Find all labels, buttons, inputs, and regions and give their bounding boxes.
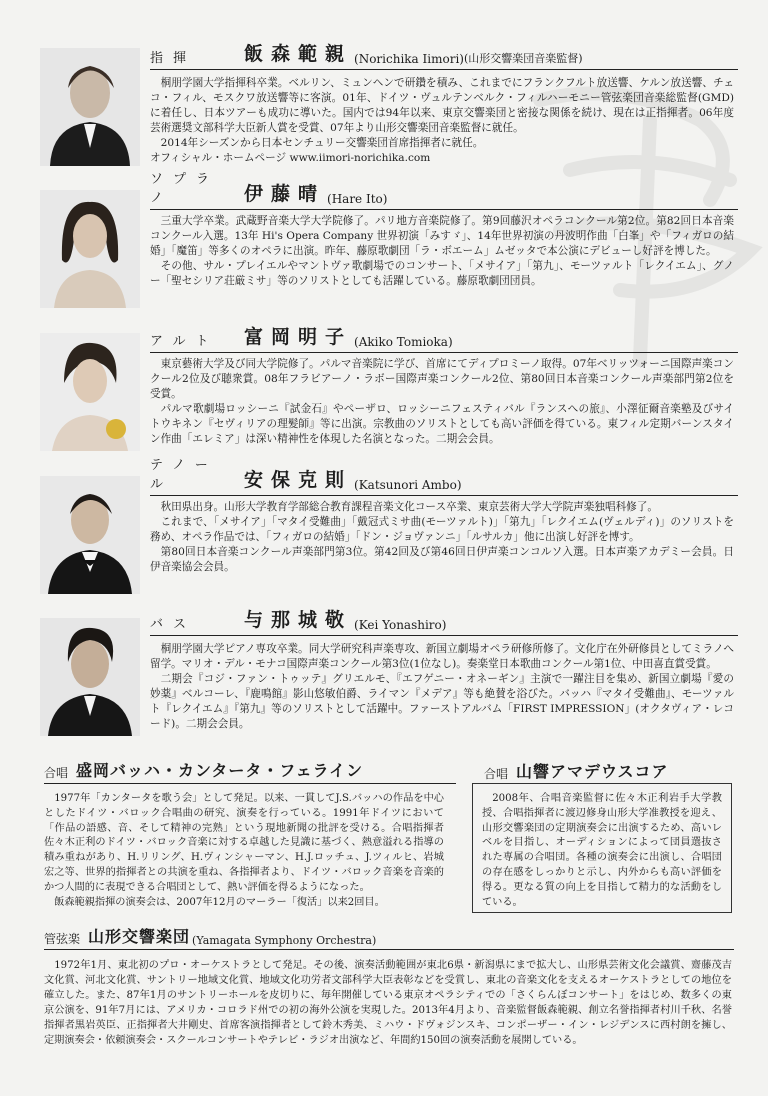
conductor-bio <box>150 76 734 166</box>
alto-bio <box>150 357 734 447</box>
tenor-heading <box>150 458 738 496</box>
choir2-heading <box>484 758 720 784</box>
bio-paragraph: 2008年、合唱音楽監督に佐々木正利岩手大学教授、合唱指揮者に渡辺修身山形大学准教授を迎え、山形交響楽団の定期演奏会に出演するため、高いレベルを目指し、オーディションによって団員選抜された専属の合唱団。各種の演奏会に出演し、合唱団の存在感をしっかりと示し、内外からも高い評価を得る。更なる質の向上を目指して精力的な活動をしている。 <box>482 793 722 908</box>
choir2-bio <box>482 792 722 910</box>
orchestra-heading <box>44 926 734 950</box>
tenor-bio <box>150 500 734 575</box>
bio-paragraph: 2014年シーズンから日本センチュリー交響楽団首席指揮者に就任。 <box>160 137 484 149</box>
bio-paragraph: 桐朋学園大学ピアノ専攻卒業。同大学研究科声楽専攻、新国立劇場オペラ研修所修了。文化庁在外研修員としてミラノへ留学。マリオ・デル・モナコ国際声楽コンクール第3位(1位なし)。奏楽堂日本歌曲コンクール第1位、中田喜直賞受賞。 <box>150 643 734 670</box>
person-roman-name: (Akiko Tomioka) <box>354 335 453 349</box>
bio-paragraph: 1972年1月、東北初のプロ・オーケストラとして発足。その後、演奏活動範囲が東北6県・新潟県にまで拡大し、山形県芸術文化会議賞、齋藤茂吉文化賞、河北文化賞、サントリー地域文化賞、地域文化功労者文部科学大臣表彰などを受賞し、東北の音楽文化を支えるオーケストラとしての地位を確立した。また、87年1月のサントリーホールを皮切りに、毎年開催している東京オペラシティでの「さくらんぼコンサート」をはじめ、数多くの東京公演を、91年7月には、アメリカ・コロラド州での初の海外公演を実現した。2013年4月より、音楽監督飯森範親、創立名誉指揮者村川千秋、名誉指揮者黒岩英臣、正指揮者大井剛史、首席客演指揮者として鈴木秀美、ミハウ・ドヴォジンスキ、コンポーザー・イン・レジデンスに西村朗を擁し、定期演奏会・依頼演奏会・スクールコンサートやテレビ・ラジオ出演など、年間約150回の演奏活動を展開している。 <box>44 960 732 1046</box>
person-affiliation: (山形交響楽団音楽監督) <box>463 52 583 65</box>
ensemble-name: 盛岡バッハ・カンタータ・フェライン <box>76 761 364 780</box>
ensemble-name: 山形交響楽団 <box>88 927 191 946</box>
bio-paragraph: 1977年「カンタータを歌う会」として発足。以来、一貫してJ.S.バッハの作品を中心としたドイツ・バロック合唱曲の研究、演奏を行っている。1991年ドイツにおいて「作品の語感、音、そして精神の完熟」という現地新聞の批評を受ける。合唱指揮者佐々木正利のドイツ・バロック音楽に対する卓越した見識に基づく、熱意溢れる指導の積み重ねがあり、H.リリング、H.ヴィンシャーマン、H.J.ロッチュ、J.ツィルヒ、岩城宏之等、世界的指揮者との共演を重ね、各指揮者より、ドイツ・バロック音楽を音楽的かつ人間的に表現できる合唱団として、熱い評価を得るようになった。 <box>44 793 444 893</box>
soprano-heading <box>150 172 738 210</box>
role-label: 合唱 <box>484 767 509 781</box>
ensemble-name: 山響アマデウスコア <box>516 762 669 781</box>
tenor-photo <box>40 476 140 594</box>
conductor-photo <box>40 48 140 166</box>
orchestra-bio <box>44 958 732 1048</box>
person-name: 与那城敬 <box>244 609 353 631</box>
choir1-heading <box>44 758 456 784</box>
bio-paragraph: 三重大学卒業。武蔵野音楽大学大学院修了。パリ地方音楽院修了。第9回藤沢オペラコンクール第2位。第82回日本音楽コンクール入選。13年 Hi's Opera Company 世界初演「みすゞ」、14年世界初演の丹波明作曲「白峯」や「フィガロの結婚」「魔笛」等多くのオペラに出演。昨年、藤原歌劇団「ラ・ボエーム」ムゼッタで本公演にデビューし好評を博した。 <box>150 215 734 257</box>
role-label: アルト <box>150 334 219 349</box>
ensemble-roman-name: (Yamagata Symphony Orchestra) <box>192 934 377 947</box>
role-label: テノール <box>150 458 218 492</box>
alto-heading <box>150 325 738 353</box>
role-label: ソプラノ <box>150 172 220 206</box>
alto-photo <box>40 333 140 451</box>
bio-paragraph: これまで、「メサイア」「マタイ受難曲」「戴冠式ミサ曲(モーツァルト)」「第九」「レクイエム(ヴェルディ)」のソリストを務め、オペラ作品では、「フィガロの結婚」「ドン・ジョヴァンニ」「ルサルカ」他に出演し好評を博す。 <box>150 516 734 543</box>
bio-paragraph: 東京藝術大学及び同大学院修了。パルマ音楽院に学び、首席にてディプロミーノ取得。07年ベリッツォーニ国際声楽コンクール2位及び聴衆賞。08年フラビアーノ・ラボー国際声楽コンクール2位、第80回日本音楽コンクール声楽部門第2位を受賞。 <box>150 358 734 400</box>
role-label: 指揮 <box>150 51 197 66</box>
bio-paragraph: 桐朋学園大学指揮科卒業。ベルリン、ミュンヘンで研鑽を積み、これまでにフランクフルト放送響、ケルン放送響、チェコ・フィル、モスクワ放送響等に客演。01年、ドイツ・ヴュルテンベルク・フィルハーモニー管弦楽団音楽総監督(GMD)に着任し、日本ツアーも成功に導いた。国内では94年以来、東京交響楽団と密接な関係を続け、現在は正指揮者。06年度 芸術選奨文部科学大臣新人賞を受賞、07年より山形交響楽団音楽監督に就任。 <box>150 77 734 134</box>
role-label: 合唱 <box>44 766 69 780</box>
bio-paragraph: 秋田県出身。山形大学教育学部総合教育課程音楽文化コース卒業、東京芸術大学大学院声楽独唱科修了。 <box>160 501 658 513</box>
bio-paragraph: 飯森範親指揮の演奏会は、2007年12月のマーラー「復活」以来2回目。 <box>54 896 385 908</box>
bio-paragraph: 第80回日本音楽コンクール声楽部門第3位。第42回及び第46回日伊声楽コンコルソ入選。日本声楽アカデミー会員。日伊音楽協会会員。 <box>150 546 734 573</box>
bio-paragraph: 二期会『コジ・ファン・トゥッテ』グリエルモ、『エフゲニー・オネーギン』主演で一躍注目を集め、新国立劇場『愛の妙薬』ベルコーレ、『鹿鳴館』影山悠敏伯爵、ライマン『メデア』等も絶賛を浴びた。バッハ『マタイ受難曲』、モーツァルト『レクイエム』『第九』等のソリストとして活躍中。ファーストアルバム「FIRST IMPRESSION」(オクタヴィア・レコード)。二期会会員。 <box>150 673 734 730</box>
bass-photo <box>40 618 140 736</box>
choir1-bio <box>44 792 444 910</box>
soprano-bio <box>150 214 734 289</box>
person-name: 安保克則 <box>244 469 353 491</box>
person-name: 伊藤晴 <box>244 183 326 205</box>
person-roman-name: (Katsunori Ambo) <box>354 478 462 492</box>
person-name: 飯森範親 <box>244 43 353 65</box>
bio-paragraph: その他、サル・プレイエルやマントヴァ歌劇場でのコンサート、「メサイア」「第九」、モーツァルト「レクイエム」、グノー「聖セシリア荘厳ミサ」等のソリストとしても活躍している。藤原歌劇団団員。 <box>150 260 734 287</box>
official-site-link[interactable]: オフィシャル・ホームページ www.iimori-norichika.com <box>150 152 431 164</box>
bio-paragraph: パルマ歌劇場ロッシーニ『試金石』やペーザロ、ロッシーニフェスティバル『ランスへの旅』、小澤征爾音楽塾及びサイトウキネン『セヴィリアの理髪師』等に出演。宗教曲のソリストとしても高い評価を得ている。東フィル定期バーンスタイン作曲「エレミア」は深い精神性を体現した名演となった。二期会会員。 <box>150 403 734 445</box>
bass-heading <box>150 608 738 636</box>
bass-bio <box>150 642 734 732</box>
person-roman-name: (Kei Yonashiro) <box>354 618 447 632</box>
person-roman-name: (Hare Ito) <box>327 192 388 206</box>
conductor-heading <box>150 42 738 70</box>
soprano-photo <box>40 190 140 308</box>
role-label: バス <box>150 617 197 632</box>
person-name: 富岡明子 <box>244 326 353 348</box>
person-roman-name: (Norichika Iimori) <box>354 52 464 66</box>
role-label: 管弦楽 <box>44 932 81 946</box>
